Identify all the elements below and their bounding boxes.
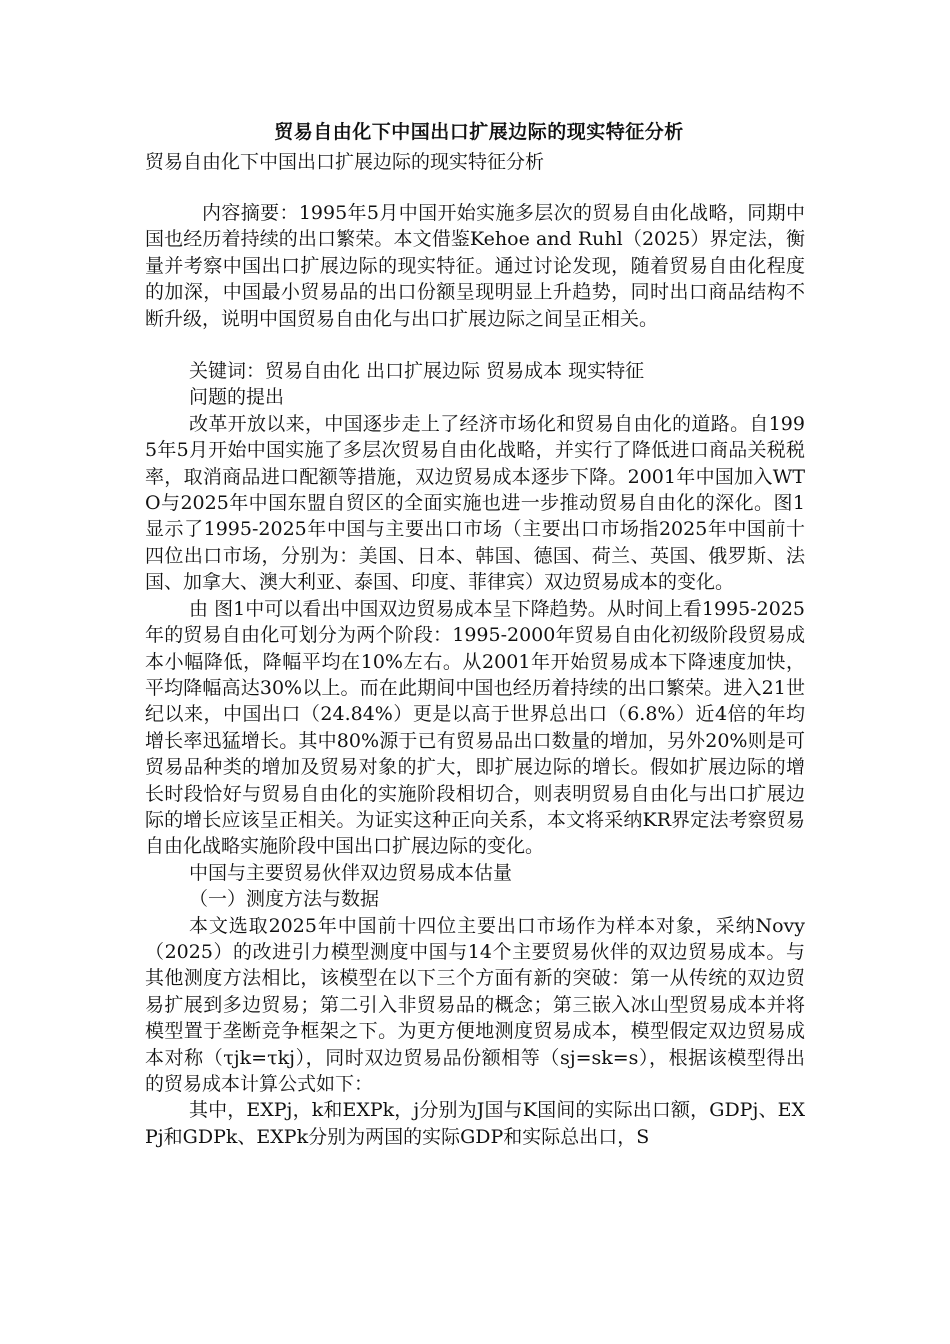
document-subtitle: 贸易自由化下中国出口扩展边际的现实特征分析 [145, 151, 545, 173]
body-paragraph-2: 由 图1中可以看出中国双边贸易成本呈下降趋势。从时间上看1995-2025年的贸易自由化可划分为两个阶段：1995-2000年贸易自由化初级阶段贸易成本小幅降低，降幅平均在10%左右。从2001年开始贸易成本下降速度加快，平均降幅高达30%以上。而在此期间中国也经历着持续的出口繁荣。进入21世纪以来，中国出口（24.84%）更是以高于世界总出口（6.8%）近4倍的年均增长率迅猛增长。其中80%源于已有贸易品出口数量的增加，另外20%则是可贸易品种类的增加及贸易对象的扩大，即扩展边际的增长。假如扩展边际的增长时段恰好与贸易自由化的实施阶段相切合，则表明贸易自由化与出口扩展边际的增长应该呈正相关。为证实这种正向关系，本文将采纳KR界定法考察贸易自由化战略实施阶段中国出口扩展边际的变化。 [145, 597, 805, 858]
section-heading-trade-cost: 中国与主要贸易伙伴双边贸易成本估量 [189, 861, 513, 884]
abstract-paragraph: 内容摘要：1995年5月中国开始实施多层次的贸易自由化战略，同期中国也经历着持续的出口繁荣。本文借鉴Kehoe and Ruhl（2025）界定法，衡量并考察中国出口扩展边际的现实特征。通过讨论发现，随着贸易自由化程度的加深，中国最小贸易品的出口份额呈现明显上升趋势，同时出口商品结构不断升级，说明中国贸易自由化与出口扩展边际之间呈正相关。 [145, 202, 805, 330]
section-heading-problem: 问题的提出 [189, 386, 285, 409]
body-paragraph-4: 其中，EXPj，k和EXPk，j分别为J国与K国间的实际出口额，GDPj、EXPj和GDPk、EXPk分别为两国的实际GDP和实际总出口，S [145, 1099, 805, 1148]
body-paragraph-3: 本文选取2025年中国前十四位主要出口市场作为样本对象，采纳Novy（2025）的改进引力模型测度中国与14个主要贸易伙伴的双边贸易成本。与其他测度方法相比，该模型在以下三个方面有新的突破：第一从传统的双边贸易扩展到多边贸易；第二引入非贸易品的概念；第三嵌入冰山型贸易成本并将模型置于垄断竞争框架之下。为更方便地测度贸易成本，模型假定双边贸易成本对称（τjk=τkj），同时双边贸易品份额相等（sj=sk=s），根据该模型得出的贸易成本计算公式如下： [145, 914, 805, 1095]
subsection-heading-method: （一）测度方法与数据 [189, 888, 380, 911]
keywords-line: 关键词：贸易自由化 出口扩展边际 贸易成本 现实特征 [189, 360, 645, 383]
body-paragraph-1: 改革开放以来，中国逐步走上了经济市场化和贸易自由化的道路。自1995年5月开始中国实施了多层次贸易自由化战略，并实行了降低进口商品关税税率，取消商品进口配额等措施，双边贸易成本逐步下降。2001年中国加入WTO与2025年中国东盟自贸区的全面实施也进一步推动贸易自由化的深化。图1显示了1995-2025年中国与主要出口市场（主要出口市场指2025年中国前十四位出口市场，分别为：美国、日本、韩国、德国、荷兰、英国、俄罗斯、法国、加拿大、澳大利亚、泰国、印度、菲律宾）双边贸易成本的变化。 [145, 412, 805, 594]
document-title: 贸易自由化下中国出口扩展边际的现实特征分析 [274, 121, 684, 143]
